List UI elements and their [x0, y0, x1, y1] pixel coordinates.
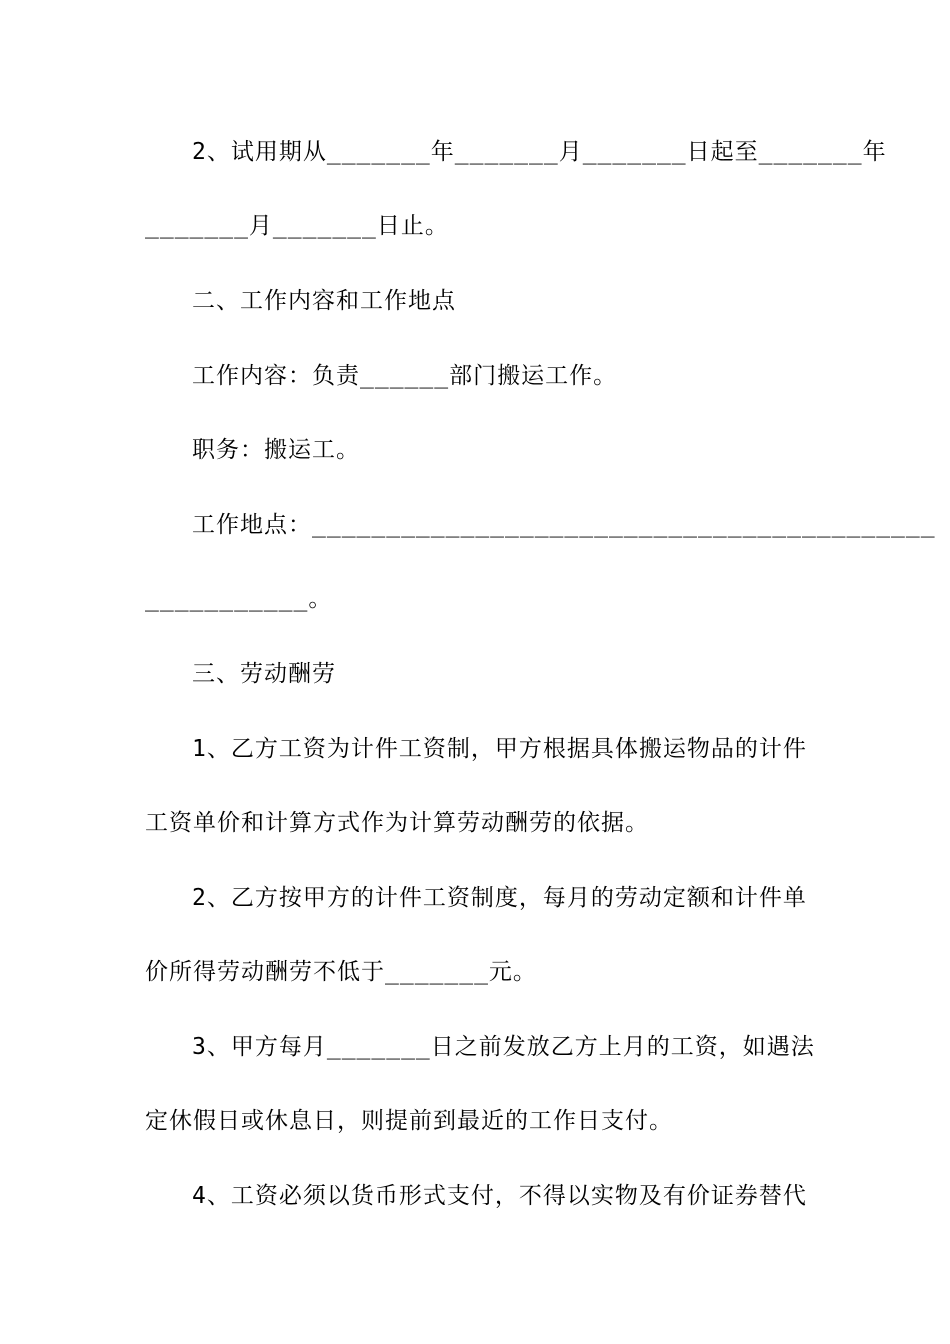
clause-1-line-1: 1、乙方工资为计件工资制，甲方根据具体搬运物品的计件	[192, 736, 807, 762]
clause-2-line-1: 2、乙方按甲方的计件工资制度，每月的劳动定额和计件单	[192, 885, 807, 911]
clause-2-line-2: 价所得劳动酬劳不低于_______元。	[145, 959, 537, 985]
job-title-line: 职务：搬运工。	[192, 437, 360, 463]
clause-3-line-2: 定休假日或休息日，则提前到最近的工作日支付。	[145, 1108, 673, 1134]
section-heading-remuneration: 三、劳动酬劳	[192, 661, 336, 687]
clause-4-line-1: 4、工资必须以货币形式支付，不得以实物及有价证券替代	[192, 1183, 807, 1209]
clause-3-line-1: 3、甲方每月_______日之前发放乙方上月的工资，如遇法	[192, 1034, 815, 1060]
work-location-line: 工作地点：__________________________________________	[192, 512, 936, 538]
section-heading-work-content: 二、工作内容和工作地点	[192, 288, 456, 314]
probation-period-end-line: _______月_______日止。	[145, 213, 449, 239]
work-location-continuation: ___________。	[145, 586, 333, 612]
clause-1-line-2: 工资单价和计算方式作为计算劳动酬劳的依据。	[145, 810, 649, 836]
probation-period-line: 2、试用期从_______年_______月_______日起至_______年	[192, 139, 887, 165]
work-content-line: 工作内容：负责______部门搬运工作。	[192, 363, 618, 389]
